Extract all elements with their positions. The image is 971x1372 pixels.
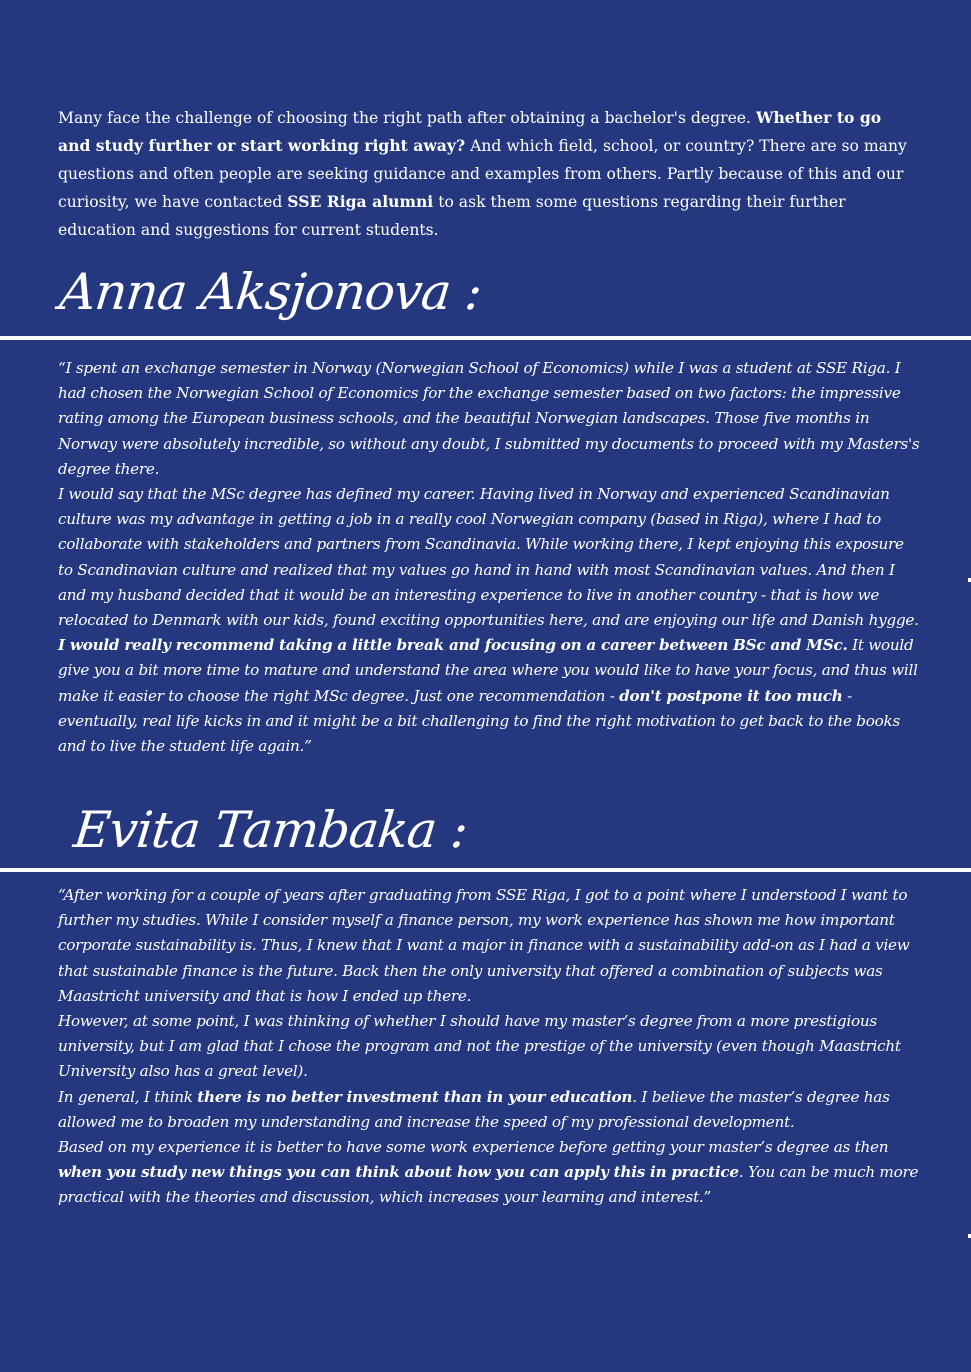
quote-paragraph	[58, 1009, 920, 1085]
quote-text: . I believe the master’s degree has allowed me to broaden my understanding and increase the speed of my professional development.	[58, 1087, 890, 1131]
quote-text: It would give you a bit more time to mature and understand the area where you would like to have your focus, and thus will make it easier to choose the right MSc degree. Just one recommendation -	[58, 636, 918, 705]
quote-paragraph	[58, 1135, 920, 1211]
alumni-name-heading: Evita Tambaka :	[70, 801, 470, 859]
quote-emphasis: there is no better investment than in your education	[197, 1087, 633, 1106]
intro-emphasis: SSE Riga alumni	[287, 192, 434, 211]
quote-text: Based on my experience it is better to have some work experience before getting your master’s degree as then	[58, 1138, 889, 1157]
alumni-quote	[58, 356, 920, 759]
quote-text: “After working for a couple of years after graduating from SSE Riga, I got to a point where I understood I want to further my studies. While I consider myself a finance person, my work experience has shown me how important corporate sustainability is. Thus, I knew that I want a major in finance with a sustainability add-on as I had a view that sustainable finance is the future. Back then the only university that offered a combination of subjects was Maastricht university and that is how I ended up there.	[58, 886, 910, 1005]
alumni-name-heading: Anna Aksjonova :	[56, 263, 485, 321]
intro-text: And which field, school, or country? There are so many questions and often people are seeking guidance and examples from others. Partly because of this and our curiosity, we have contacted	[58, 137, 907, 211]
quote-text: I would say that the MSc degree has defined my career. Having lived in Norway and experienced Scandinavian culture was my advantage in getting a job in a really cool Norwegian company (based in Riga), where I had to collaborate with stakeholders and partners from Scandinavia. While working there, I kept enjoying this exposure to Scandinavian culture and realized that my values go hand in hand with most Scandinavian values. And then I and my husband decided that it would be an interesting experience to live in another country - that is how we relocated to Denmark with our kids, found exciting opportunities here, and are enjoying our life and Danish hygge.	[58, 485, 919, 630]
quote-text: In general, I think	[58, 1087, 198, 1106]
intro-emphasis: Whether to go and study further or start working right away?	[58, 108, 882, 155]
section-divider	[0, 868, 971, 872]
quote-emphasis: don't postpone it too much	[619, 686, 843, 705]
intro-text: Many face the challenge of choosing the right path after obtaining a bachelor's degree.	[58, 109, 756, 127]
quote-paragraph	[58, 633, 920, 759]
quote-emphasis: I would really recommend taking a little break and focusing on a career between BSc and MSc.	[58, 636, 848, 655]
quote-emphasis: when you study new things you can think about how you can apply this in practice	[58, 1163, 739, 1182]
quote-paragraph	[58, 356, 920, 482]
section-divider	[0, 336, 971, 340]
alumni-quote	[58, 883, 920, 1211]
quote-text: . You can be much more practical with the theories and discussion, which increases your learning and interest.”	[58, 1163, 919, 1207]
quote-paragraph	[58, 883, 920, 1009]
quote-paragraph	[58, 1085, 920, 1135]
quote-text: - eventually, real life kicks in and it might be a bit challenging to find the right motivation to get back to the books and to live the student life again.”	[58, 686, 901, 756]
quote-text: “I spent an exchange semester in Norway (Norwegian School of Economics) while I was a student at SSE Riga. I had chosen the Norwegian School of Economics for the exchange semester based on two factors: the impressive rating among the European business schools, and the beautiful Norwegian landscapes. Those five months in Norway were absolutely incredible, so without any doubt, I submitted my documents to proceed with my Masters's degree there.	[58, 359, 920, 478]
quote-paragraph	[58, 482, 920, 633]
intro-text: to ask them some questions regarding their further education and suggestions for current students.	[58, 193, 846, 239]
intro-paragraph	[58, 104, 918, 244]
quote-text: However, at some point, I was thinking of whether I should have my master’s degree from a more prestigious university, but I am glad that I chose the program and not the prestige of the university (even though Maastricht University also has a great level).	[58, 1012, 901, 1081]
